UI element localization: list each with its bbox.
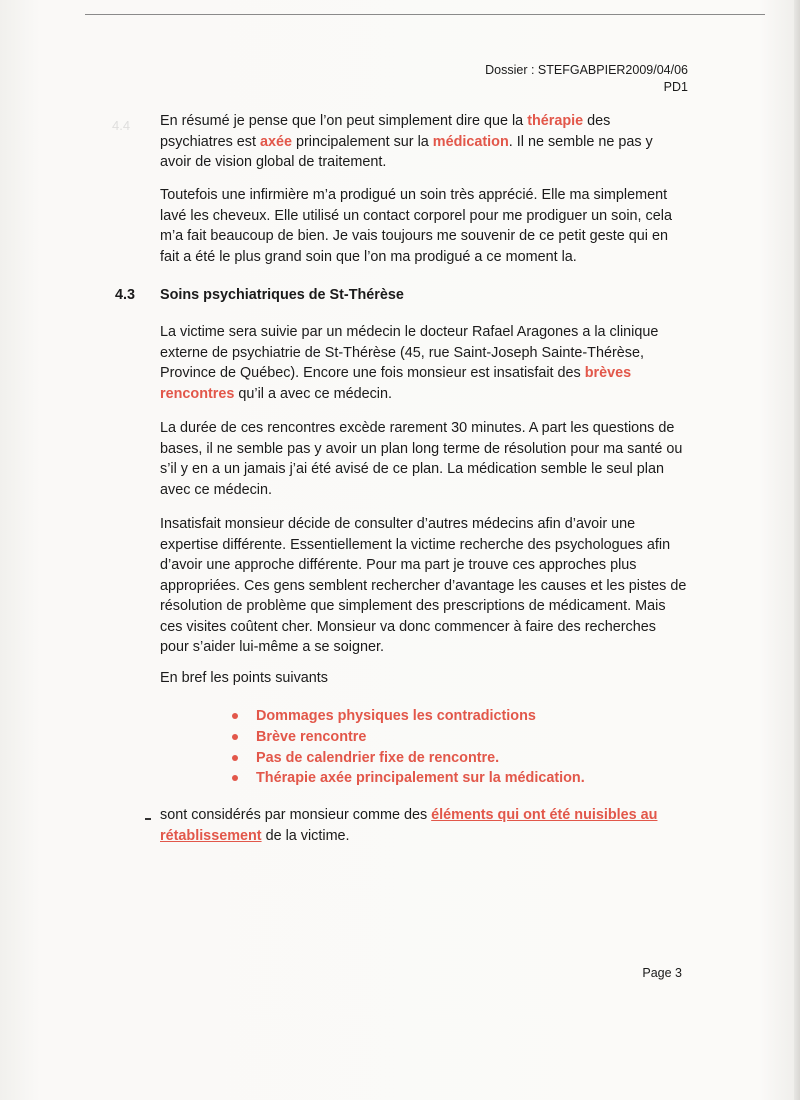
list-item: Thérapie axée principalement sur la médication. [232, 768, 585, 789]
section-number: 4.3 [115, 287, 136, 303]
bullet-icon [232, 734, 238, 740]
section-paragraph-1: La victime sera suivie par un médecin le docteur Rafael Aragones a la clinique externe de psychiatrie de St-Thérèse (45, rue Saint-Joseph Sainte-Thérèse, Province de Québec). Encore une fois monsieur est insatisfait des brèves rencontres qu’il a avec ce médecin. [160, 324, 659, 402]
bleed-through-mark: 4.4 [112, 118, 131, 133]
points-list [232, 706, 585, 789]
highlight-axee: axée [259, 133, 292, 150]
document-code: PD1 [663, 80, 688, 94]
section-paragraph-2: La durée de ces rencontres excède rarement 30 minutes. A part les questions de bases, il ne semble pas y avoir un plan long terme de résolution pour ma santé ou s’il y en a un jamais j’ai été avisé de ce plan. La médication semble le seul plan avec ce médecin. [160, 420, 683, 498]
bullet-icon [232, 713, 238, 719]
dossier-reference: Dossier : STEFGABPIER2009/04/06 [485, 63, 688, 77]
intro-paragraph-2: Toutefois une infirmière m’a prodigué un soin très apprécié. Elle ma simplement lavé les cheveux. Elle utilisé un contact corporel pour me prodiguer un soin, cela m’a fait beaucoup de bien. Je vais toujours me souvenir de ce petit geste qui en fait a été le plus grand soin que l’on ma prodigué a ce moment la. [160, 187, 672, 265]
scan-edge [85, 14, 765, 15]
scan-shadow [794, 0, 800, 1100]
highlight-elements-nuisibles: éléments qui ont été nuisibles au rétablissement [160, 807, 658, 844]
list-item: Dommages physiques les contradictions [232, 706, 585, 727]
list-item: Pas de calendrier fixe de rencontre. [232, 748, 585, 769]
section-title: Soins psychiatriques de St-Thérèse [160, 287, 404, 303]
highlight-breves-rencontres: brèves rencontres [160, 365, 632, 402]
intro-paragraph-1: En résumé je pense que l’on peut simplement dire que la thérapie des psychiatres est axée principalement sur la médication. Il ne semble ne pas y avoir de vision global de traitement. [160, 113, 653, 170]
section-paragraph-5: sont considérés par monsieur comme des éléments qui ont été nuisibles au rétablissement de la victime. [160, 807, 658, 844]
page-number: Page 3 [642, 966, 682, 980]
document-header [485, 62, 688, 96]
bullet-icon [232, 755, 238, 761]
list-item: Brève rencontre [232, 727, 585, 748]
bullet-icon [232, 775, 238, 781]
margin-dash [145, 818, 151, 820]
highlight-medication: médication [432, 133, 509, 150]
section-paragraph-3: Insatisfait monsieur décide de consulter d’autres médecins afin d’avoir une expertise différente. Essentiellement la victime recherche des psychologues afin d’avoir une approche différente. Pour ma part je trouve ces approches plus appropriées. Ces gens semblent rechercher d’avantage les causes et les pistes de résolution de problème que simplement des prescriptions de médicament. Mais ces visites coûtent cher. Monsieur va donc commencer à faire des recherches pour s’aider lui-même a se soigner. [160, 516, 687, 655]
highlight-therapie: thérapie [527, 113, 584, 129]
section-paragraph-4: En bref les points suivants [160, 670, 328, 686]
